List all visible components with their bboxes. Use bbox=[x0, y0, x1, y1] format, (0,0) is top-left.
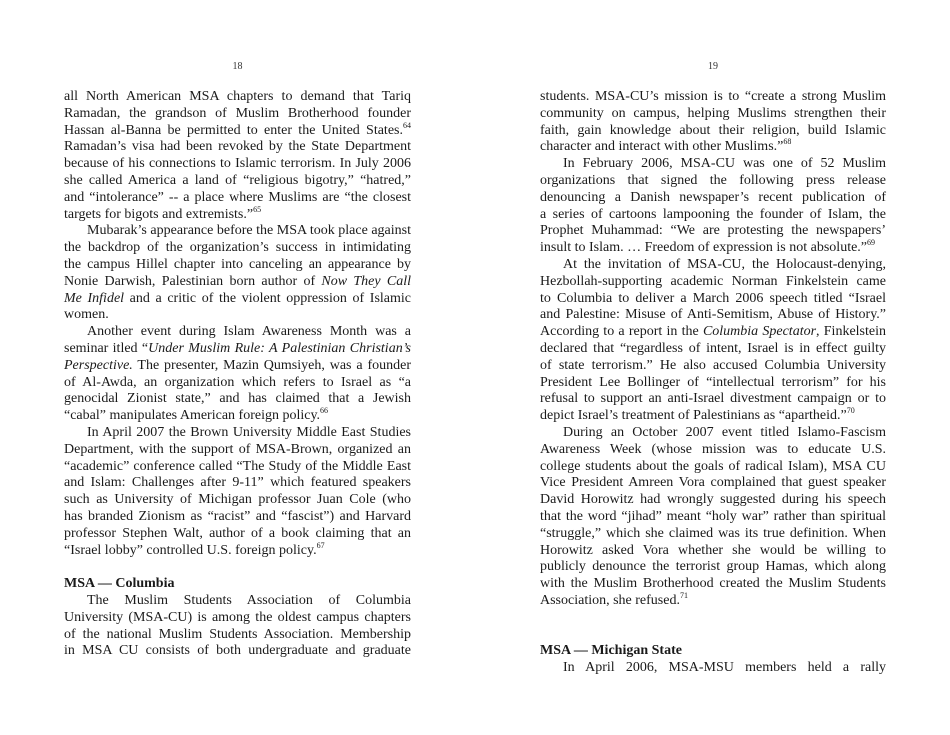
text-line bbox=[64, 475, 411, 492]
text-line bbox=[540, 590, 886, 610]
text-run: In April 2007 the Brown University Middle East Studies bbox=[87, 424, 411, 440]
text-line bbox=[540, 526, 886, 543]
italic-text: Under Muslim Rule: A Palestinian Christian’s bbox=[148, 340, 411, 356]
text-run: Hassan al-Banna be permitted to enter the United States. bbox=[64, 122, 403, 138]
text-line bbox=[64, 307, 411, 324]
text-line bbox=[64, 408, 411, 425]
text-run: Association, she refused. bbox=[540, 592, 680, 608]
text-line bbox=[64, 274, 411, 291]
text-line bbox=[64, 291, 411, 308]
left-page-body bbox=[64, 89, 411, 660]
text-line bbox=[64, 442, 411, 459]
text-line bbox=[540, 240, 886, 257]
text-run: genocidal Zionist state,” and has claimed that a Jewish bbox=[64, 391, 411, 407]
text-line bbox=[540, 291, 886, 308]
text-line bbox=[64, 593, 411, 610]
text-line bbox=[64, 526, 411, 543]
text-line bbox=[540, 274, 886, 291]
text-line bbox=[64, 643, 411, 660]
text-line bbox=[540, 207, 886, 224]
text-run: declared that “regardless of intent, Israel is in effect guilty bbox=[540, 340, 886, 356]
text-line bbox=[64, 190, 411, 207]
text-run: denouncing a Danish newspaper’s recent publication of bbox=[540, 189, 886, 205]
right-page bbox=[540, 0, 886, 735]
text-run: the backdrop of the organization’s success in intimidating bbox=[64, 240, 411, 256]
text-line bbox=[540, 190, 886, 207]
italic-text: Me Infidel bbox=[64, 290, 125, 306]
text-run: all North American MSA chapters to demand that Tariq bbox=[64, 89, 411, 104]
text-run: seminar itled “ bbox=[64, 340, 149, 356]
text-line bbox=[540, 139, 886, 156]
text-line bbox=[540, 324, 886, 341]
text-line bbox=[64, 223, 411, 240]
text-line bbox=[540, 391, 886, 408]
text-line bbox=[540, 425, 886, 442]
text-line bbox=[540, 307, 886, 324]
text-run: Ramadan, the grandson of Muslim Brotherhood founder bbox=[64, 105, 411, 121]
text-line bbox=[540, 660, 886, 677]
text-run: At the invitation of MSA-CU, the Holocaust-denying, bbox=[563, 256, 886, 272]
text-line bbox=[540, 358, 886, 375]
text-line bbox=[64, 509, 411, 526]
text-line bbox=[64, 204, 411, 224]
text-line bbox=[540, 459, 886, 476]
text-run: of the national Muslim Students Association. Membership bbox=[64, 626, 411, 642]
paragraph-gap bbox=[540, 627, 886, 644]
text-run: President Lee Bollinger of “intellectual terrorism” for his bbox=[540, 374, 886, 390]
text-line bbox=[540, 89, 886, 106]
text-run: “Israel lobby” controlled U.S. foreign policy. bbox=[64, 542, 317, 558]
text-run: students. MSA-CU’s mission is to “create a strong Muslim bbox=[540, 89, 886, 104]
text-run: During an October 2007 event titled Islamo-Fascism bbox=[563, 424, 886, 440]
text-run: Vice President Amreen Vora complained that guest speaker bbox=[540, 475, 886, 491]
text-line bbox=[540, 106, 886, 123]
text-run: targets for bigots and extremists.” bbox=[64, 206, 254, 222]
text-run: David Horowitz had wrongly suggested during his speech bbox=[540, 492, 886, 508]
text-line bbox=[540, 257, 886, 274]
text-run: such as University of Michigan professor Juan Cole (who bbox=[64, 492, 411, 508]
text-line bbox=[64, 540, 411, 560]
footnote-ref: 69 bbox=[867, 238, 876, 248]
text-line bbox=[540, 223, 886, 240]
text-run: Hezbollah-supporting academic Norman Finkelstein came bbox=[540, 273, 886, 289]
italic-text: Columbia Spectator bbox=[702, 324, 817, 340]
text-line bbox=[540, 173, 886, 190]
text-line bbox=[64, 106, 411, 123]
text-line bbox=[64, 391, 411, 408]
text-run: in MSA CU consists of both undergraduate and graduate bbox=[64, 643, 411, 659]
text-line bbox=[64, 425, 411, 442]
text-run: of state terrorism.” He also accused Columbia University bbox=[540, 357, 886, 373]
text-run: University (MSA-CU) is among the oldest campus chapters bbox=[64, 609, 411, 625]
text-run: organizations that signed the following press release bbox=[540, 172, 886, 188]
text-run: “academic” conference called “The Study of the Middle East bbox=[64, 458, 411, 474]
text-run: college students about the goals of radical Islam), MSA CU bbox=[540, 458, 886, 474]
text-run: insult to Islam. … Freedom of expression is not absolute.” bbox=[540, 240, 868, 256]
page-number-right: 19 bbox=[708, 61, 718, 72]
text-run: Nonie Darwish, Palestinian born author of bbox=[64, 273, 322, 289]
text-run: she called America a land of “religious bigotry,” “hatred,” bbox=[64, 172, 411, 188]
text-line bbox=[64, 89, 411, 106]
footnote-ref: 64 bbox=[403, 120, 411, 130]
text-run: The Muslim Students Association of Columbia bbox=[87, 592, 411, 608]
text-line bbox=[540, 341, 886, 358]
text-run: has branded Zionism as “racist” and “fascist”) and Harvard bbox=[64, 508, 411, 524]
text-run: publicly denounce the terrorist group Hamas, which along bbox=[540, 559, 886, 575]
footnote-ref: 70 bbox=[846, 406, 855, 416]
text-run: and Islam: Challenges after 9-11” which featured speakers bbox=[64, 475, 411, 491]
text-line bbox=[540, 408, 886, 425]
text-run: Department, with the support of MSA-Brown, organized an bbox=[64, 441, 411, 457]
text-line bbox=[64, 240, 411, 257]
text-run: MSA — Michigan State bbox=[540, 643, 682, 659]
text-line bbox=[64, 375, 411, 392]
text-run: “struggle,” which she claimed was its true definition. When bbox=[540, 525, 886, 541]
text-run: “cabal” manipulates American foreign policy. bbox=[64, 408, 321, 424]
text-run: the campus Hillel chapter into canceling an appearance by bbox=[64, 256, 411, 272]
text-run: a series of cartoons lampooning the founder of Islam, the bbox=[540, 206, 886, 222]
text-line bbox=[540, 442, 886, 459]
text-line bbox=[64, 459, 411, 476]
text-line bbox=[64, 341, 411, 358]
section-heading bbox=[540, 643, 886, 660]
text-run: and Palestine: Misuse of Anti-Semitism, Abuse of History.” bbox=[540, 307, 886, 323]
text-line bbox=[540, 475, 886, 492]
section-heading bbox=[64, 576, 411, 593]
text-line bbox=[540, 375, 886, 392]
text-run: and “intolerance” -- a place where Muslims are “the closest bbox=[64, 189, 411, 205]
italic-text: Now They Call bbox=[321, 273, 411, 289]
text-run: community on campus, helping Muslims strengthen their bbox=[540, 105, 886, 121]
page-number-left: 18 bbox=[232, 61, 243, 72]
text-run: Another event during Islam Awareness Month was a bbox=[87, 324, 411, 340]
text-run: faith, gain knowledge about their religion, build Islamic bbox=[540, 122, 886, 138]
footnote-ref: 67 bbox=[316, 540, 325, 550]
italic-text: Perspective. bbox=[64, 357, 133, 373]
text-run: , Finkelstein bbox=[816, 324, 886, 340]
text-run: depict Israel’s treatment of Palestinians as “apartheid.” bbox=[540, 408, 847, 424]
text-line bbox=[64, 610, 411, 627]
footnote-ref: 66 bbox=[320, 406, 329, 416]
text-run: to Columbia to deliver a March 2006 speech titled “Israel bbox=[540, 290, 886, 306]
text-run: MSA — Columbia bbox=[64, 576, 175, 592]
text-run: Mubarak’s appearance before the MSA took place against bbox=[87, 223, 411, 239]
text-line bbox=[540, 123, 886, 140]
left-page bbox=[64, 0, 411, 735]
text-run: character and interact with other Muslims.” bbox=[540, 139, 784, 155]
text-line bbox=[64, 627, 411, 644]
text-run: that the word “jihad” meant “holy war” rather than spiritual bbox=[540, 508, 886, 524]
text-line bbox=[64, 257, 411, 274]
text-line bbox=[64, 120, 411, 140]
text-line bbox=[64, 358, 411, 375]
text-run: Horowitz asked Vora whether she would be willing to bbox=[540, 542, 886, 558]
text-line bbox=[540, 492, 886, 509]
text-run: because of his connections to Islamic terrorism. In July 2006 bbox=[64, 156, 411, 172]
text-run: of Al-Awda, an organization which refers to Israel as “a bbox=[64, 374, 411, 390]
text-line bbox=[540, 543, 886, 560]
footnote-ref: 68 bbox=[783, 137, 792, 147]
text-run: with the Muslim Brotherhood created the Muslim Students bbox=[540, 576, 886, 592]
right-page-body bbox=[540, 89, 886, 677]
text-line bbox=[540, 509, 886, 526]
text-line bbox=[64, 324, 411, 341]
text-line bbox=[64, 492, 411, 509]
text-run: In April 2006, MSA-MSU members held a rally bbox=[563, 660, 886, 676]
text-run: and a critic of the violent oppression of Islamic bbox=[124, 290, 411, 306]
text-line bbox=[540, 156, 886, 173]
text-run: Awareness Week (whose mission was to educate U.S. bbox=[540, 441, 886, 457]
text-line bbox=[540, 576, 886, 593]
text-line bbox=[540, 559, 886, 576]
text-line bbox=[64, 156, 411, 173]
text-run: The presenter, Mazin Qumsiyeh, was a founder bbox=[132, 357, 411, 373]
text-run: In February 2006, MSA-CU was one of 52 Muslim bbox=[563, 156, 886, 172]
footnote-ref: 65 bbox=[253, 204, 262, 214]
text-run: refusal to support an anti-Israel divestment campaign or to bbox=[540, 391, 886, 407]
text-run: professor Stephen Walt, author of a book claiming that an bbox=[64, 525, 411, 541]
text-run: Ramadan’s visa had been revoked by the State Department bbox=[64, 139, 411, 155]
footnote-ref: 71 bbox=[679, 590, 688, 600]
text-line bbox=[64, 139, 411, 156]
text-run: women. bbox=[64, 307, 109, 323]
text-run: According to a report in the bbox=[540, 324, 703, 340]
paragraph-gap bbox=[540, 610, 886, 627]
paragraph-gap bbox=[64, 559, 411, 576]
text-line bbox=[64, 173, 411, 190]
text-run: Prophet Muhammad: “We are protesting the newspapers’ bbox=[540, 223, 886, 239]
